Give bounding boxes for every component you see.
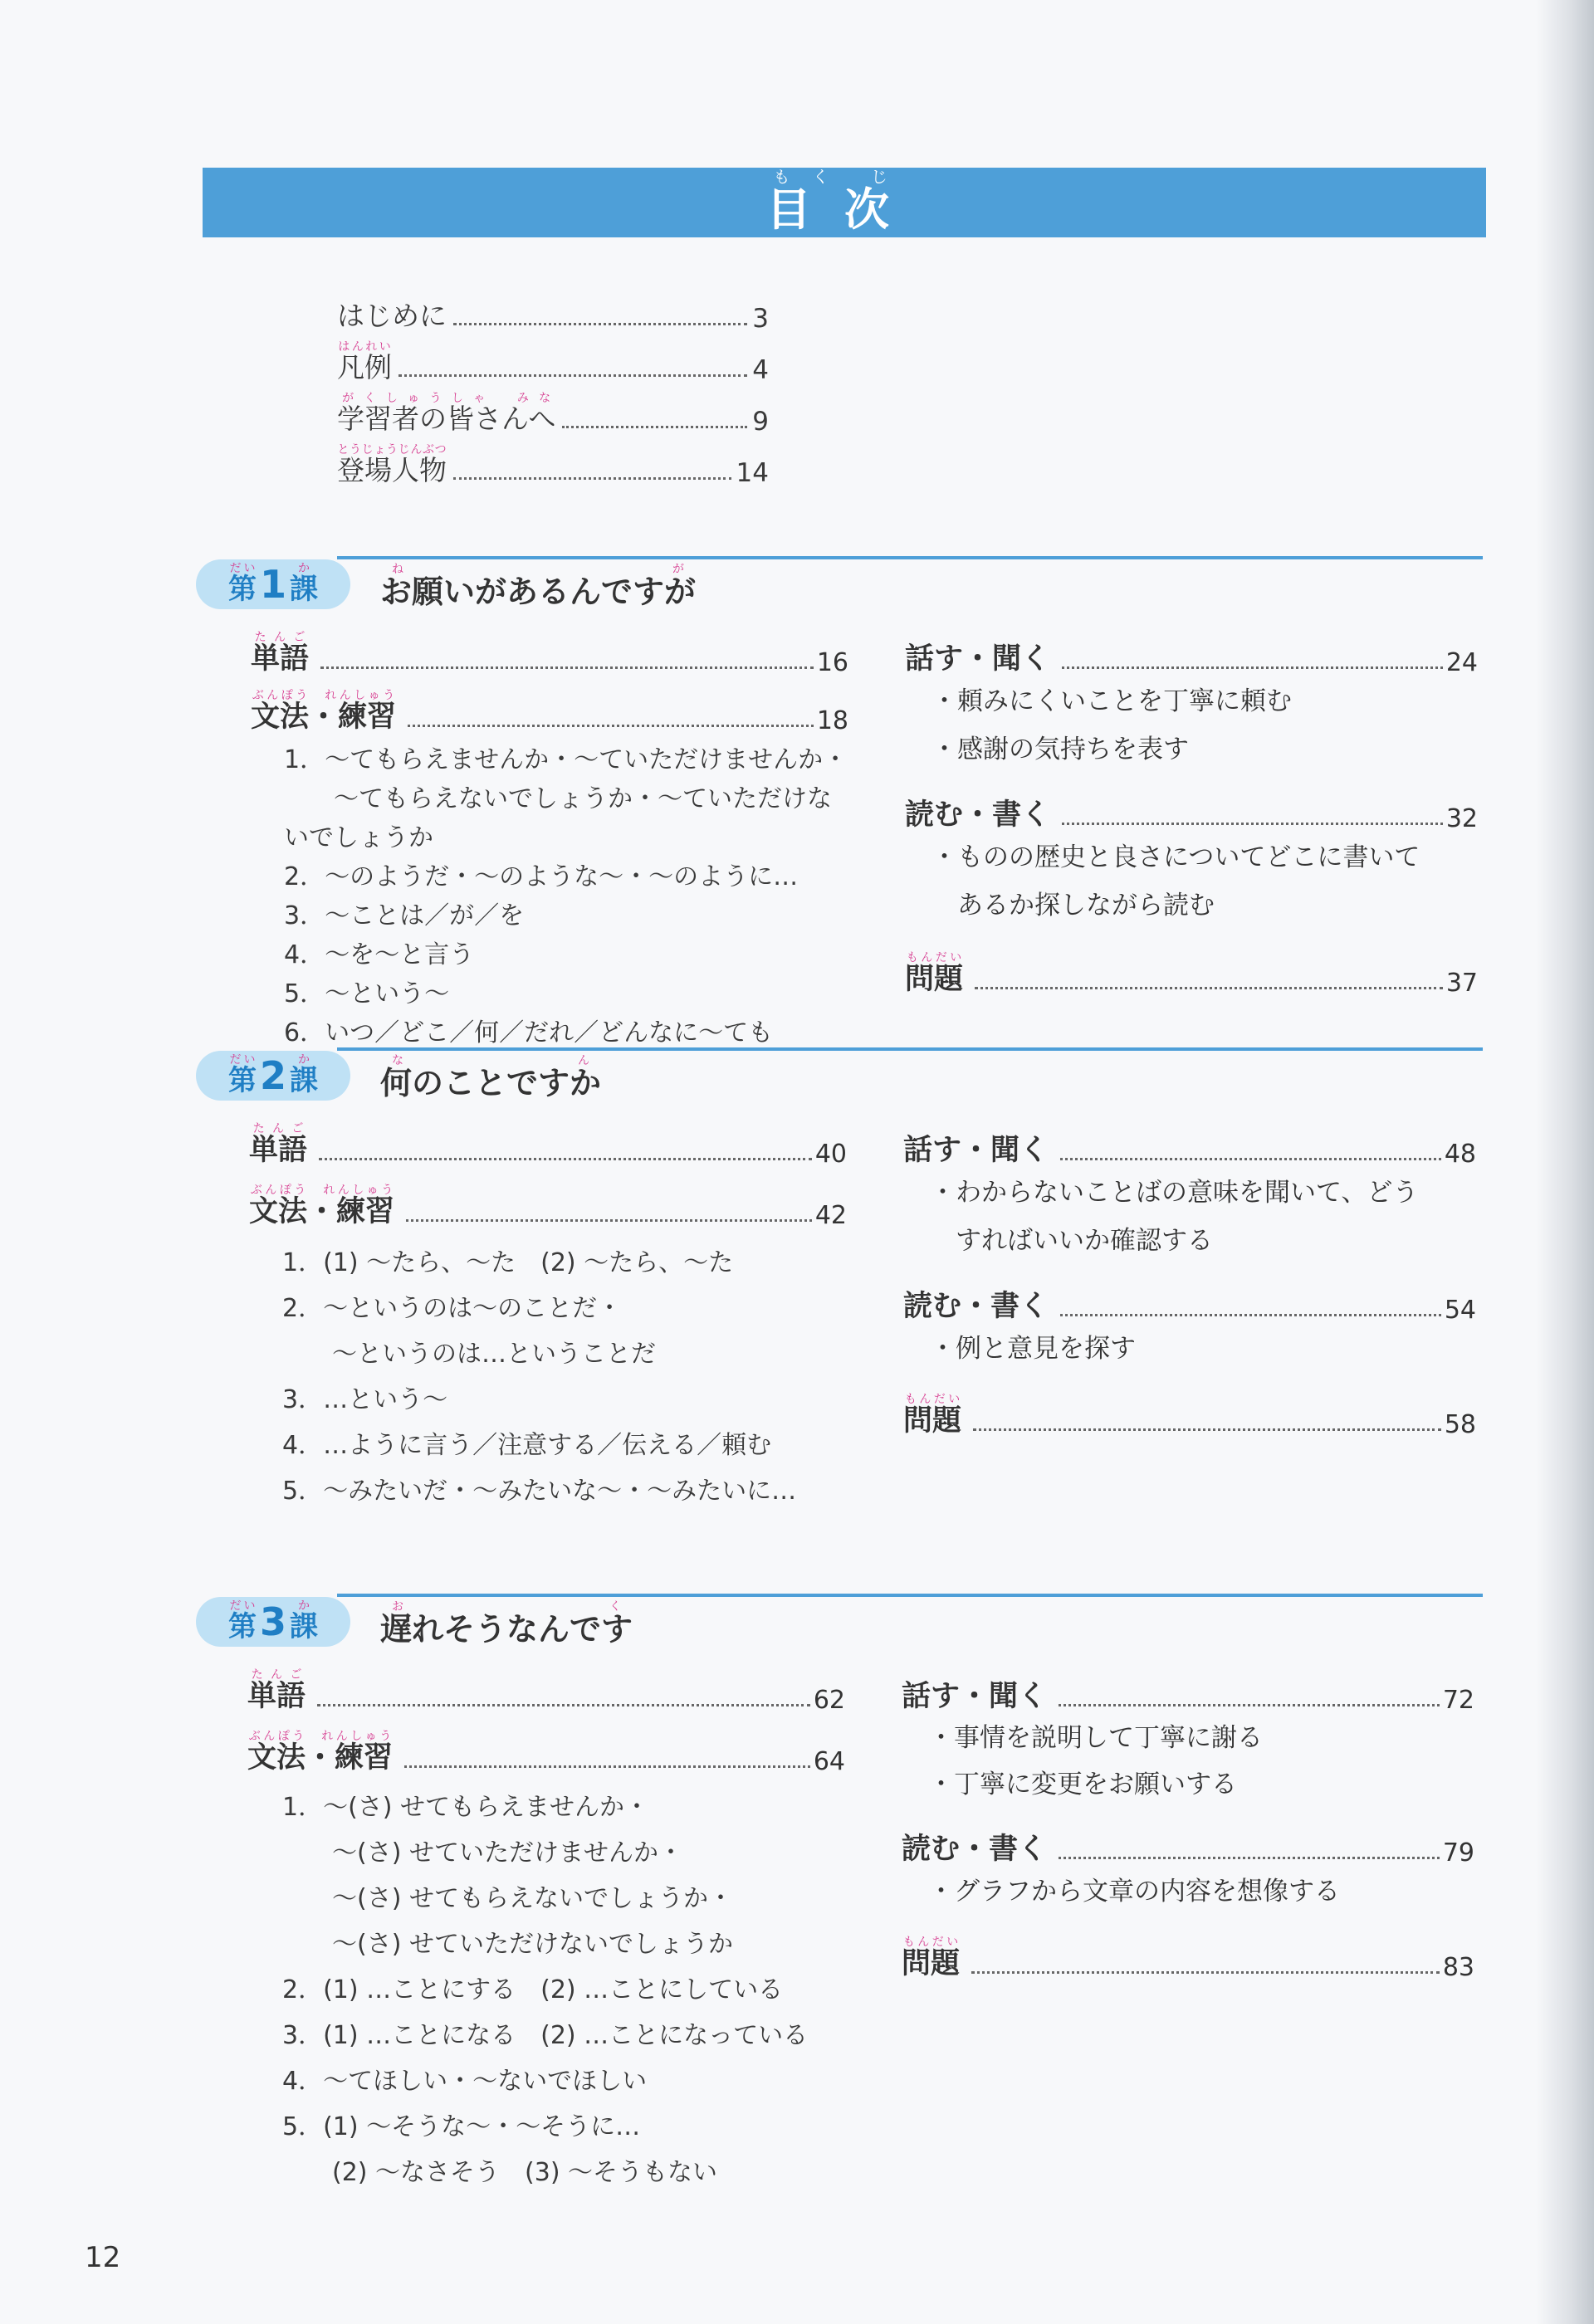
- page-ref: 64: [813, 1747, 845, 1776]
- lesson-3-right: [902, 1668, 1474, 1982]
- intro-item[interactable]: [337, 334, 769, 385]
- grammar-point: 1．～てもらえませんか・～ていただけませんか・: [284, 745, 848, 774]
- grammar-point: ～というのは…ということだ: [282, 1340, 656, 1369]
- leader-dots: [1062, 823, 1443, 825]
- leader-dots: [562, 426, 747, 428]
- leader-dots: [453, 323, 747, 325]
- topic-item: あるか探しながら読む: [931, 891, 1215, 920]
- grammar-point: 3．…という～: [282, 1385, 448, 1414]
- hanasu-item[interactable]: 話す・聞く 24: [905, 642, 1478, 677]
- lesson-3-header: [196, 1594, 1483, 1660]
- grammar-point: ～(さ) せていただけませんか・: [282, 1838, 683, 1868]
- leader-dots: [1059, 1704, 1440, 1706]
- grammar-point: 2．～というのは～のことだ・: [282, 1294, 623, 1323]
- mondai-item[interactable]: 問題もんだい 83: [902, 1936, 1474, 1982]
- tango-item[interactable]: 単語たんご 62: [247, 1668, 845, 1715]
- page-ref: 79: [1442, 1838, 1474, 1868]
- page-ref: 48: [1444, 1140, 1476, 1169]
- page-ref: 3: [752, 304, 769, 334]
- leader-dots: [1060, 1314, 1441, 1316]
- leader-dots: [404, 1765, 810, 1768]
- topic-item: ・感謝の気持ちを表す: [931, 735, 1189, 764]
- lesson-title[interactable]: お願いがあるんですがねが: [380, 563, 697, 610]
- topic-item: ・例と意見を探す: [930, 1334, 1136, 1364]
- toc-title-band: [203, 168, 1486, 237]
- page-ref: 32: [1445, 804, 1478, 833]
- intro-label: 登場人物とうじょうじんぶつ: [337, 443, 447, 486]
- page-ref: 14: [736, 458, 769, 488]
- grammar-list: [282, 1240, 847, 1514]
- topic-item: ・グラフから文章の内容を想像する: [928, 1877, 1340, 1907]
- hanasu-topics: [930, 1169, 1476, 1265]
- grammar-point: 5．～という～: [284, 979, 450, 1008]
- lesson-1-header: [196, 556, 1483, 622]
- leader-dots: [453, 477, 731, 480]
- leader-dots: [319, 1158, 812, 1160]
- intro-item[interactable]: [337, 437, 769, 488]
- page-ref: 62: [813, 1686, 845, 1715]
- grammar-point: 6．いつ／どこ／何／だれ／どんなに～ても: [284, 1018, 774, 1047]
- lesson-badge: 第だい 1 課か: [196, 559, 350, 609]
- mondai-item[interactable]: 問題もんだい 37: [905, 951, 1478, 998]
- page-ref: 16: [816, 648, 848, 677]
- page-ref: 42: [814, 1201, 847, 1230]
- toc-title: 目もく次じ: [766, 166, 922, 236]
- topic-item: すればいいか確認する: [930, 1226, 1213, 1256]
- tango-item[interactable]: 単語たんご 16: [251, 631, 848, 677]
- page-number: 12: [85, 2241, 121, 2274]
- grammar-point: ～てもらえないでしょうか・～ていただけないでしょうか: [284, 784, 832, 852]
- topic-item: ・頼みにくいことを丁寧に頼む: [931, 686, 1292, 716]
- yomu-item[interactable]: 読む・書く 54: [903, 1290, 1476, 1325]
- intro-item[interactable]: [337, 385, 769, 437]
- intro-item[interactable]: [337, 282, 769, 334]
- lesson-2-right: [903, 1122, 1476, 1439]
- grammar-point: ～(さ) せてもらえないでしょうか・: [282, 1884, 733, 1913]
- grammar-point: 5．～みたいだ・～みたいな～・～みたいに…: [282, 1477, 797, 1506]
- hanasu-item[interactable]: 話す・聞く 72: [902, 1680, 1474, 1715]
- intro-list: [337, 282, 769, 488]
- page-ref: 72: [1442, 1686, 1474, 1715]
- leader-dots: [317, 1704, 810, 1706]
- grammar-list: [282, 1784, 845, 2195]
- page-ref: 40: [814, 1140, 847, 1169]
- page-ref: 83: [1442, 1953, 1474, 1982]
- leader-dots: [398, 374, 747, 377]
- page-ref: 37: [1445, 969, 1478, 998]
- grammar-point: 3．(1) …ことになる (2) …ことになっている: [282, 2021, 809, 2050]
- grammar-point: 3．～ことは／が／を: [284, 901, 525, 930]
- lesson-2-header: [196, 1047, 1483, 1114]
- page-ref: 54: [1444, 1296, 1476, 1325]
- lesson-divider: [337, 556, 1483, 559]
- grammar-point: 5．(1) ～そうな～・～そうに…: [282, 2112, 641, 2141]
- page-edge-shadow: [1536, 0, 1594, 2324]
- lesson-3-left: [247, 1668, 845, 2195]
- grammar-point: 4．…ように言う／注意する／伝える／頼む: [282, 1431, 772, 1460]
- lesson-2-left: [249, 1122, 847, 1514]
- page-ref: 9: [752, 407, 769, 437]
- leader-dots: [320, 666, 814, 669]
- grammar-point: ～(さ) せていただけないでしょうか: [282, 1930, 733, 1959]
- topic-item: ・わからないことばの意味を聞いて、どう: [930, 1178, 1419, 1208]
- intro-label: はじめに: [337, 300, 447, 332]
- tango-item[interactable]: 単語たんご 40: [249, 1122, 847, 1169]
- hanasu-topics: [931, 677, 1478, 774]
- grammar-list: [284, 740, 848, 1052]
- bunpo-item[interactable]: 文法・練習ぶんぽう れんしゅう 42: [249, 1184, 847, 1230]
- lesson-1-left: [251, 631, 848, 1052]
- lesson-title[interactable]: 何のことですかなん: [380, 1054, 602, 1101]
- lesson-1-right: [905, 631, 1478, 998]
- yomu-topics: [928, 1868, 1474, 1916]
- page-ref: 58: [1444, 1410, 1476, 1439]
- page-ref: 18: [816, 706, 848, 735]
- topic-item: ・ものの歴史と良さについてどこに書いて: [931, 842, 1420, 872]
- grammar-point: 2．～のようだ・～のような～・～のように…: [284, 862, 799, 891]
- bunpo-item[interactable]: 文法・練習ぶんぽう れんしゅう 64: [247, 1730, 845, 1776]
- yomu-topics: [930, 1325, 1476, 1373]
- page-ref: 4: [752, 355, 769, 385]
- grammar-point: 4．～てほしい・～ないでほしい: [282, 2067, 648, 2096]
- leader-dots: [973, 1428, 1441, 1431]
- grammar-point: 2．(1) …ことにする (2) …ことにしている: [282, 1975, 784, 2004]
- mondai-item[interactable]: 問題もんだい 58: [903, 1393, 1476, 1439]
- leader-dots: [975, 987, 1443, 989]
- intro-label: 学習者の皆さんへがくしゅうしゃ みな: [337, 392, 556, 435]
- grammar-point: 4．～を～と言う: [284, 940, 475, 969]
- lesson-divider: [337, 1047, 1483, 1051]
- yomu-item[interactable]: 読む・書く 32: [905, 798, 1478, 833]
- leader-dots: [406, 1219, 812, 1222]
- grammar-point: 1．～(さ) せてもらえませんか・: [282, 1793, 650, 1822]
- bunpo-item[interactable]: 文法・練習ぶんぽう れんしゅう 18: [251, 689, 848, 735]
- lesson-divider: [337, 1594, 1483, 1597]
- topic-item: ・丁寧に変更をお願いする: [928, 1770, 1237, 1799]
- lesson-badge: 第だい 3 課か: [196, 1597, 350, 1647]
- hanasu-item[interactable]: 話す・聞く 48: [903, 1134, 1476, 1169]
- leader-dots: [1059, 1857, 1440, 1859]
- grammar-point: (2) ～なさそう (3) ～そうもない: [282, 2158, 718, 2187]
- leader-dots: [1060, 1158, 1441, 1160]
- yomu-topics: [931, 833, 1478, 930]
- hanasu-topics: [928, 1715, 1474, 1808]
- intro-label: 凡例はんれい: [337, 340, 392, 383]
- grammar-point: 1．(1) ～たら、～た (2) ～たら、～た: [282, 1248, 734, 1277]
- yomu-item[interactable]: 読む・書く 79: [902, 1833, 1474, 1868]
- topic-item: ・事情を説明して丁寧に謝る: [928, 1723, 1263, 1753]
- page-ref: 24: [1445, 648, 1478, 677]
- leader-dots: [971, 1971, 1440, 1974]
- leader-dots: [1062, 666, 1443, 669]
- lesson-title[interactable]: 遅れそうなんですおく: [380, 1600, 633, 1648]
- lesson-badge: 第だい 2 課か: [196, 1051, 350, 1101]
- leader-dots: [408, 725, 814, 727]
